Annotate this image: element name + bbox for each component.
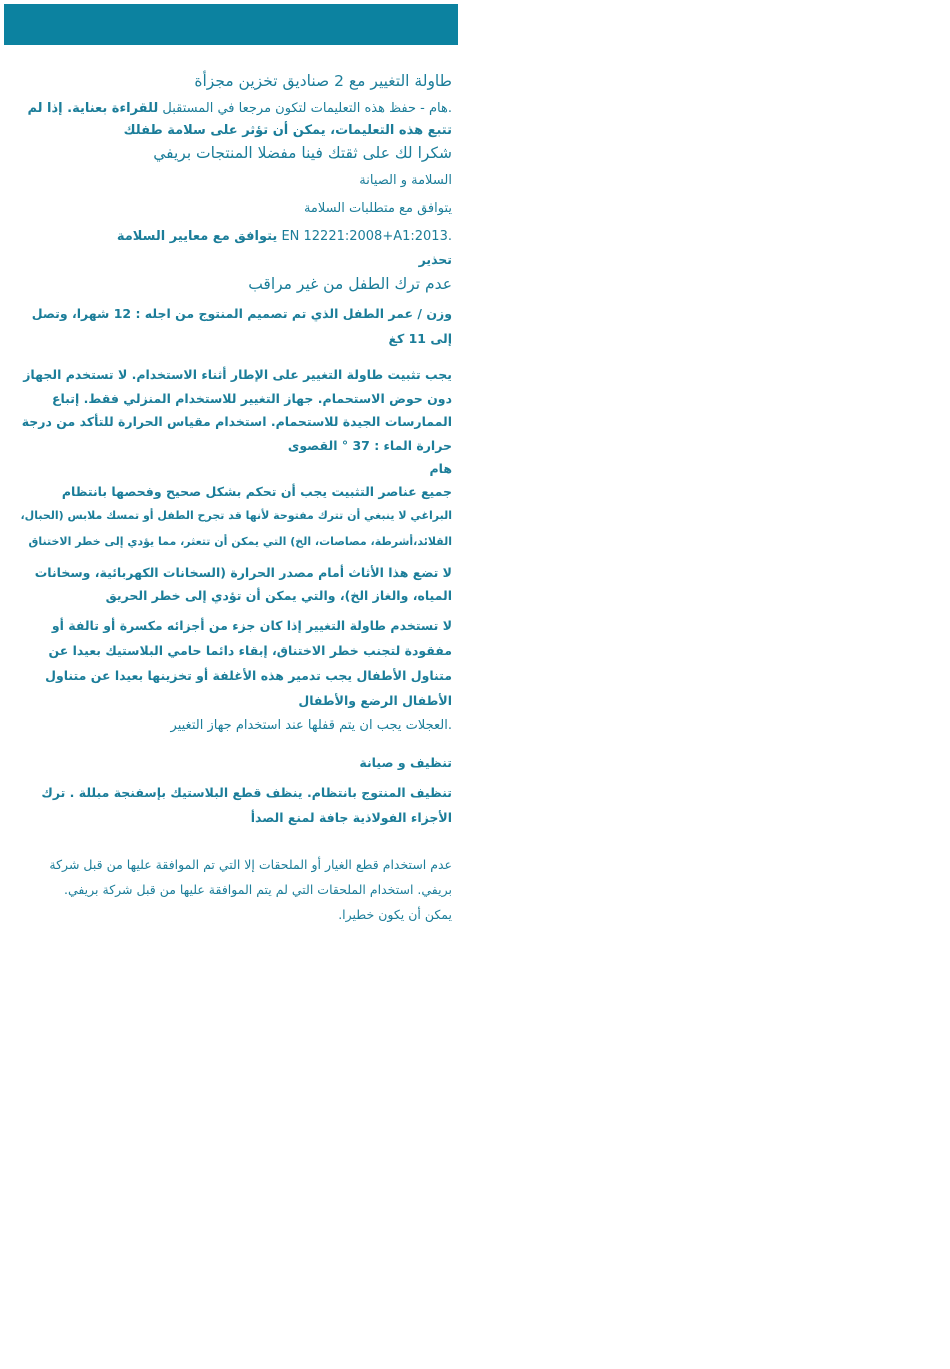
spare-parts-line: عدم استخدام قطع الغيار أو الملحقات إلا التي تم الموافقة عليها من قبل شركة بريفي. استخدام الملحقات التي لم يتم الموافقة عليها من قبل شركة بريفي. (49, 857, 452, 897)
install-paragraph: يجب تثبيت طاولة التغيير على الإطار أثناء الاستخدام. لا تستخدم الجهاز دون حوض الاستحمام. جهاز التغيير للاستخدام المنزلي فقط. إتباع الممارسات الجيدة للاستحمام. استخدام مقياس الحرارة للتأكد من درجة حرارة الماء : 37 ° القصوى (21, 367, 452, 453)
standard-text: يتوافق مع معايير السلامة (116, 229, 278, 244)
document-title: طاولة التغيير مع 2 صناديق تخزين مجزأة (194, 72, 452, 90)
broken-parts-warning: لا تستخدم طاولة التغيير إذا كان جزء من أجزائه مكسرة أو تالفة أو مفقودة لتجنب خطر الاختناق، إبقاء دائما حامي البلاستيك بعيدا عن متناول الأطفال يجب تدمير هذه الأغلفة أو تخزينها بعيدا عن متناول الأطفال الرضع والأطفال (45, 618, 452, 708)
intro-paragraph (14, 98, 452, 142)
wheels-lock-line: .العجلات يجب ان يتم قفلها عند استخدام جهاز التغيير (170, 718, 452, 733)
heat-warning: لا تضع هذا الأثاث أمام مصدر الحرارة (السخانات الكهربائية، وسخانات المياه، والغاز الخ)، والتي يمكن أن تؤدي إلى خطر الحريق (34, 565, 452, 603)
safety-heading: السلامة و الصيانة (359, 173, 452, 188)
fixings-check: جميع عناصر التثبيت يجب أن تحكم بشكل صحيح وفحصها بانتظام (61, 484, 452, 499)
header-bar (4, 4, 458, 45)
weight-age-line: وزن / عمر الطفل الذي تم تصميم المنتوج من اجله : 12 شهرا، وتصل إلى 11 كغ (31, 306, 452, 346)
warning-unattended: عدم ترك الطفل من غير مراقب (248, 275, 452, 293)
cleaning-heading: تنظيف و صيانة (359, 755, 452, 770)
standard-code: .EN 12221:2008+A1:2013 (281, 229, 452, 244)
thanks-line: شكرا لك على ثقتك فينا مفضلا المنتجات بريفي (153, 144, 452, 162)
warning-heading: تحذير (418, 252, 452, 267)
cleaning-text: تنظيف المنتوج بانتظام. ينظف قطع البلاستيك بإسفنجة مبللة . ترك الأجزاء الفولاذية جافة لمنع الصدأ (41, 785, 452, 825)
intro-important: .هام - حفظ هذه التعليمات لتكون مرجعا في المستقبل (162, 101, 452, 116)
screws-warning: البراغي لا ينبغي أن تترك مفتوحة لأنها قد تجرح الطفل أو تمسك ملابس (الحبال، القلائد،أشرطة، مصاصات، الخ) التي يمكن أن تتعثر، مما يؤدي إلى خطر الاختناق (20, 509, 452, 548)
intro-read-carefully: للقراءة بعناية. إذا لم تتبع هذه التعليمات، يمكن أن تؤثر على سلامة طفلك (27, 101, 452, 138)
compliance-line: يتوافق مع متطلبات السلامة (303, 201, 452, 216)
important-heading: هام (429, 461, 452, 476)
document-body (14, 62, 452, 927)
standard-line (14, 226, 452, 248)
spare-parts-danger: يمكن أن يكون خطيرا. (338, 907, 452, 922)
